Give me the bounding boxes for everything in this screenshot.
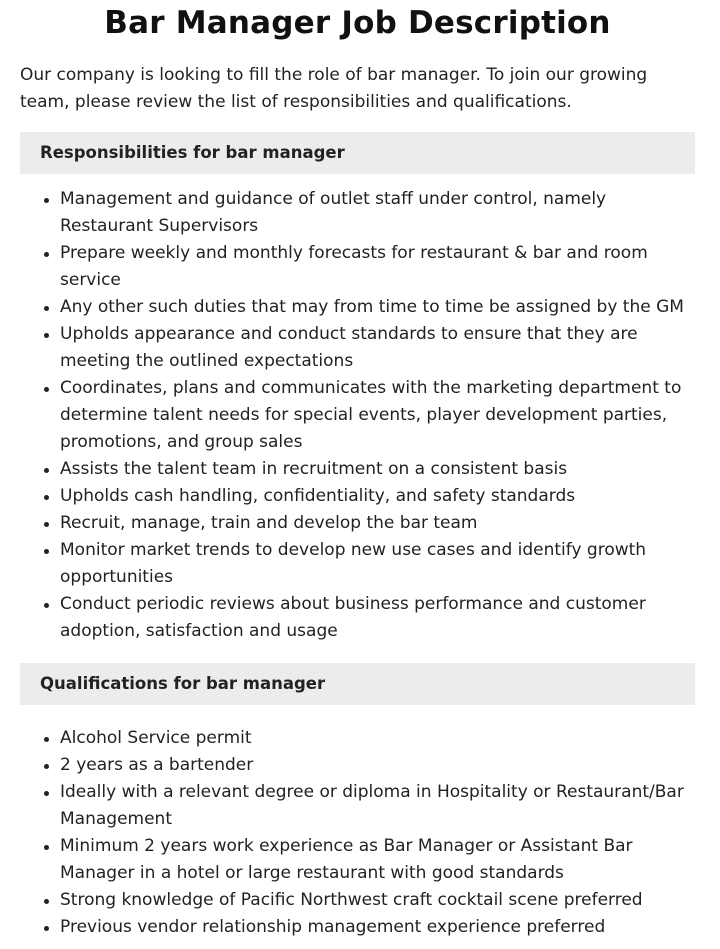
list-item: 2 years as a bartender: [60, 752, 695, 779]
list-item: Any other such duties that may from time to time be assigned by the GM: [60, 294, 695, 321]
list-item: Minimum 2 years work experience as Bar Manager or Assistant Bar Manager in a hotel or large restaurant with good standards: [60, 833, 695, 887]
list-item: Coordinates, plans and communicates with the marketing department to determine talent needs for special events, player development parties, promotions, and group sales: [60, 375, 695, 456]
list-item: Previous vendor relationship management experience preferred: [60, 914, 695, 941]
list-item: Strong knowledge of Pacific Northwest craft cocktail scene preferred: [60, 887, 695, 914]
list-item: Prepare weekly and monthly forecasts for restaurant & bar and room service: [60, 240, 695, 294]
responsibilities-heading: Responsibilities for bar manager: [20, 132, 695, 174]
list-item: Conduct periodic reviews about business performance and customer adoption, satisfaction and usage: [60, 591, 695, 645]
list-item: Management and guidance of outlet staff under control, namely Restaurant Supervisors: [60, 186, 695, 240]
list-item: Ideally with a relevant degree or diploma in Hospitality or Restaurant/Bar Management: [60, 779, 695, 833]
responsibilities-list: [20, 186, 695, 645]
list-item: Upholds cash handling, confidentiality, and safety standards: [60, 483, 695, 510]
qualifications-heading: Qualifications for bar manager: [20, 663, 695, 705]
intro-paragraph: Our company is looking to fill the role of bar manager. To join our growing team, please review the list of responsibilities and qualifications.: [20, 65, 648, 112]
list-item: Recruit, manage, train and develop the bar team: [60, 510, 695, 537]
list-item: Upholds appearance and conduct standards to ensure that they are meeting the outlined expectations: [60, 321, 695, 375]
list-item: Alcohol Service permit: [60, 725, 695, 752]
qualifications-list: [20, 725, 695, 941]
page-title: Bar Manager Job Description: [104, 5, 611, 41]
list-item: Monitor market trends to develop new use cases and identify growth opportunities: [60, 537, 695, 591]
list-item: Assists the talent team in recruitment on a consistent basis: [60, 456, 695, 483]
